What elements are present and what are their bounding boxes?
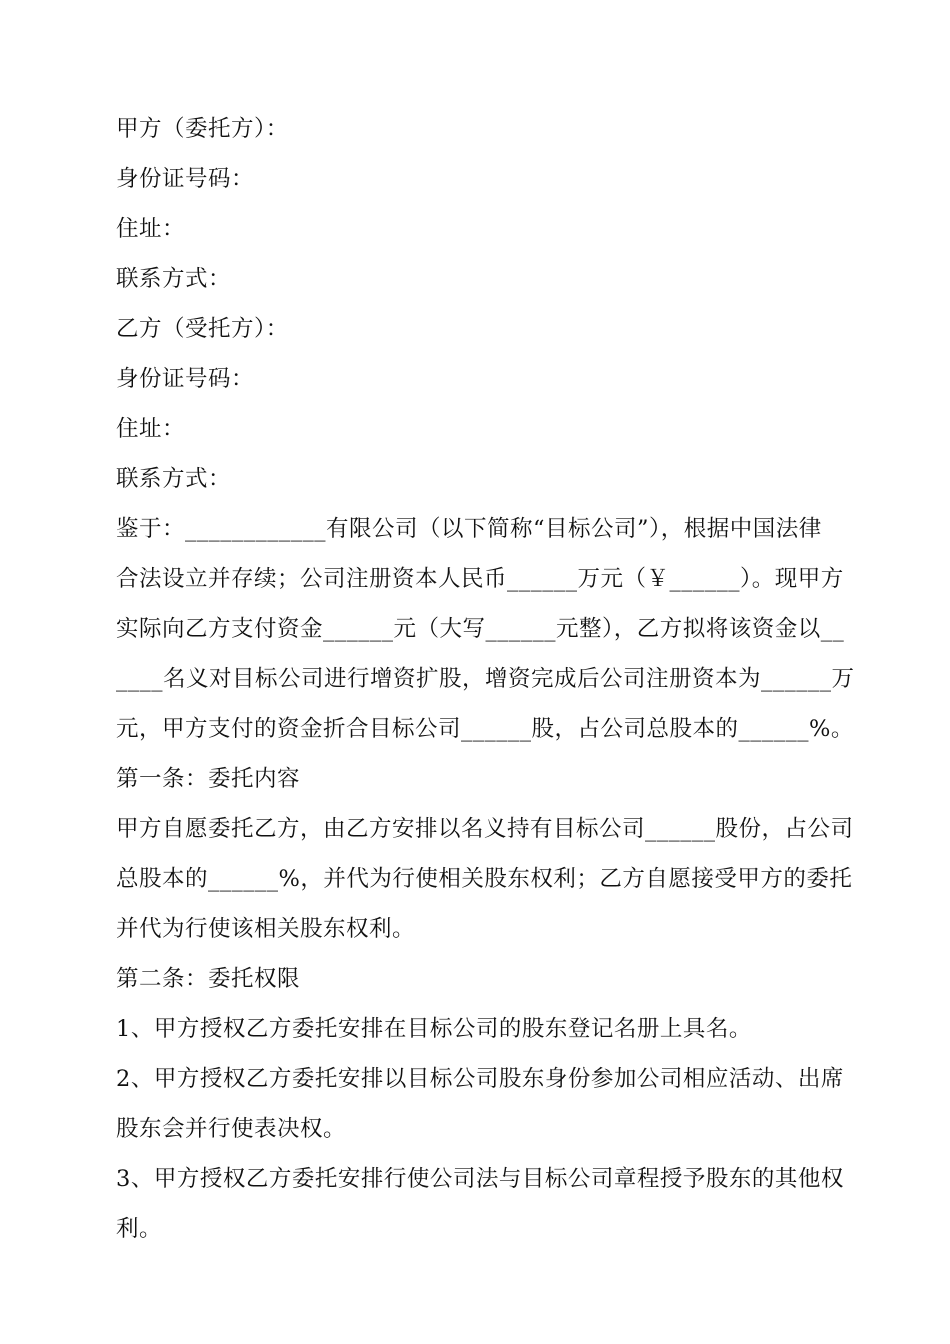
party-a-id-number: 身份证号码： (116, 166, 255, 192)
party-b-id-number: 身份证号码： (116, 366, 255, 392)
article-1-heading: 第一条：委托内容 (116, 766, 301, 792)
recital-line: 鉴于：____________有限公司（以下简称“目标公司”），根据中国法律 (116, 516, 822, 542)
recital-line: 元，甲方支付的资金折合目标公司______股，占公司总股本的______%。 (116, 716, 854, 742)
recital-line: ____名义对目标公司进行增资扩股，增资完成后公司注册资本为______万 (116, 666, 855, 692)
party-b-contact: 联系方式： (116, 466, 232, 492)
party-b-label: 乙方（受托方）： (116, 316, 289, 342)
article-1-text: 并代为行使该相关股东权利。 (116, 916, 416, 942)
article-2-item-2: 股东会并行使表决权。 (116, 1116, 347, 1142)
document-page (116, 104, 855, 1254)
article-2-item-1: 1、甲方授权乙方委托安排在目标公司的股东登记名册上具名。 (116, 1016, 752, 1042)
recital-line: 合法设立并存续；公司注册资本人民币______万元（￥______）。现甲方 (116, 566, 844, 592)
article-2-item-2: 2、甲方授权乙方委托安排以目标公司股东身份参加公司相应活动、出席 (116, 1066, 844, 1092)
party-a-address: 住址： (116, 216, 186, 242)
party-b-address: 住址： (116, 416, 186, 442)
party-a-contact: 联系方式： (116, 266, 232, 292)
article-2-item-3: 利。 (116, 1216, 163, 1242)
recital-line: 实际向乙方支付资金______元（大写______元整），乙方拟将该资金以__ (116, 616, 845, 642)
article-1-text: 甲方自愿委托乙方，由乙方安排以名义持有目标公司______股份，占公司 (116, 816, 854, 842)
party-a-label: 甲方（委托方）： (116, 116, 289, 142)
article-2-item-3: 3、甲方授权乙方委托安排行使公司法与目标公司章程授予股东的其他权 (116, 1166, 844, 1192)
article-1-text: 总股本的______%，并代为行使相关股东权利；乙方自愿接受甲方的委托 (116, 866, 853, 892)
article-2-heading: 第二条：委托权限 (116, 966, 301, 992)
